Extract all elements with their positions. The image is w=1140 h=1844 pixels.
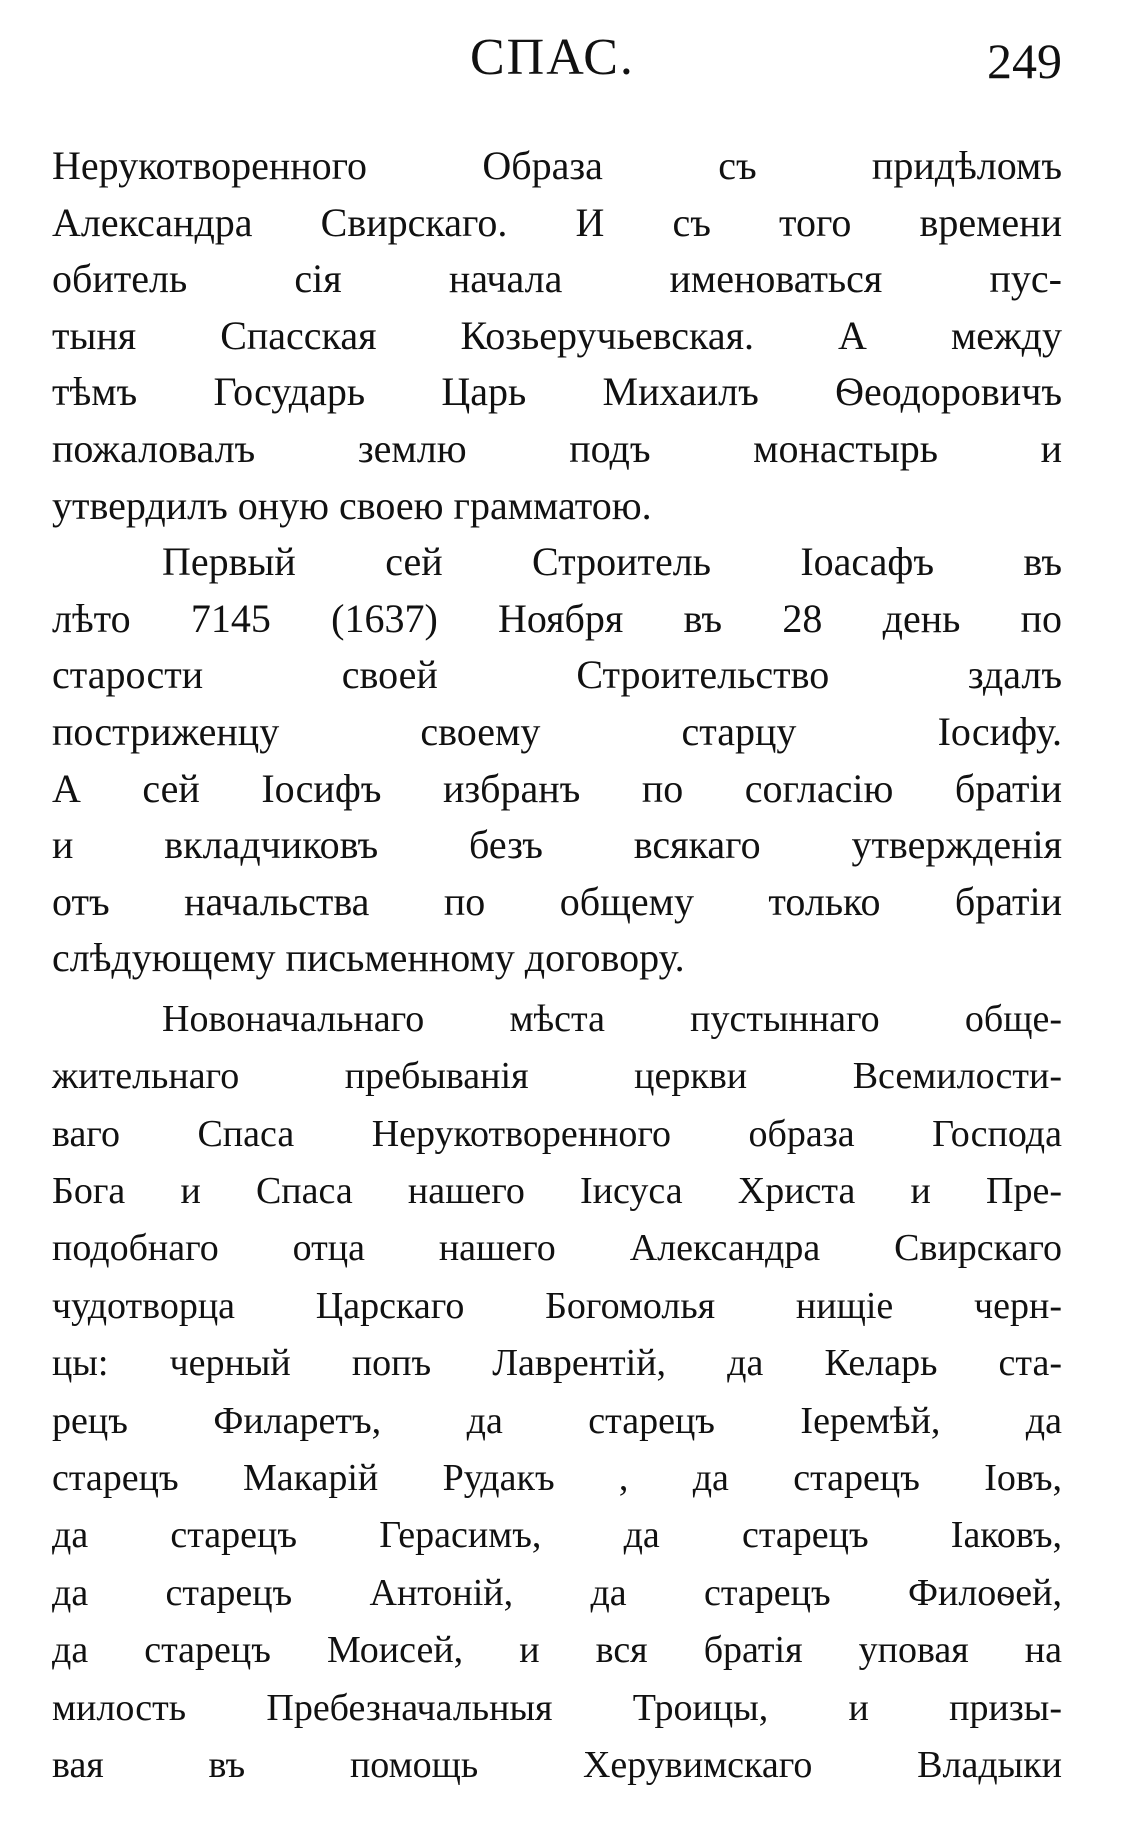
text-line: тѣмъ Государь Царь Михаилъ Ѳеодоровичъ [52, 369, 1062, 415]
text-line: Новоначальнаго мѣста пустыннаго обще- [162, 997, 1062, 1040]
text-line: постриженцу своему старцу Іосифу. [52, 708, 1062, 754]
text-line: пожаловалъ землю подъ монастырь и [52, 425, 1062, 471]
paragraph-1 [52, 138, 1062, 534]
text-line: обитель сія начала именоваться пус- [52, 256, 1062, 302]
text-line: и вкладчиковъ безъ всякаго утвержденія [52, 822, 1062, 868]
text-line: чудотворца Царскаго Богомолья нищіе черн- [52, 1284, 1062, 1327]
text-line: А сей Іосифъ избранъ по согласію братіи [52, 765, 1062, 811]
text-line: лѣто 7145 (1637) Ноября въ 28 день по [52, 595, 1062, 641]
text-line: вая въ помощь Херувимскаго Владыки [52, 1743, 1062, 1786]
text-line: старости своей Строительство здалъ [52, 652, 1062, 698]
text-line: тыня Спасская Козьеручьевская. А между [52, 312, 1062, 358]
text-line: Нерукотворенного Образа съ придѣломъ [52, 143, 1062, 188]
text-line: да старецъ Герасимъ, да старецъ Іаковъ, [52, 1514, 1062, 1557]
text-line: Александра Свирскаго. И съ того времени [52, 199, 1062, 245]
page-header [0, 28, 1140, 108]
text-line: рецъ Филаретъ, да старецъ Іеремѣй, да [52, 1399, 1062, 1442]
text-line: отъ начальства по общему только братіи [52, 878, 1062, 924]
page-number: 249 [987, 33, 1062, 89]
text-line: слѣдующему письменному договору. [52, 935, 685, 981]
text-line: старецъ Макарій Рудакъ , да старецъ Іовъ, [52, 1457, 1062, 1500]
paragraph-3 [52, 991, 1062, 1794]
running-title: СПАС. [470, 29, 635, 86]
body-text [52, 138, 1062, 1794]
text-line: цы: черный попъ Лаврентій, да Келарь ста- [52, 1342, 1062, 1385]
text-line: да старецъ Моисей, и вся братія уповая на [52, 1629, 1062, 1672]
text-line: Первый сей Строитель Іоасафъ въ [162, 539, 1062, 585]
paragraph-2 [52, 534, 1062, 987]
text-line: жительнаго пребыванія церкви Всемилости- [52, 1055, 1062, 1098]
text-line: утвердилъ оную своею грамматою. [52, 482, 652, 528]
text-line: ваго Спаса Нерукотворенного образа Господа [52, 1112, 1062, 1155]
text-line: подобнаго отца нашего Александра Свирскаго [52, 1227, 1062, 1270]
text-line: Бога и Спаса нашего Іисуса Христа и Пре- [52, 1170, 1062, 1213]
text-line: да старецъ Антоній, да старецъ Филоѳей, [52, 1571, 1062, 1614]
text-line: милость Пребезначальныя Троицы, и призы- [52, 1686, 1062, 1729]
